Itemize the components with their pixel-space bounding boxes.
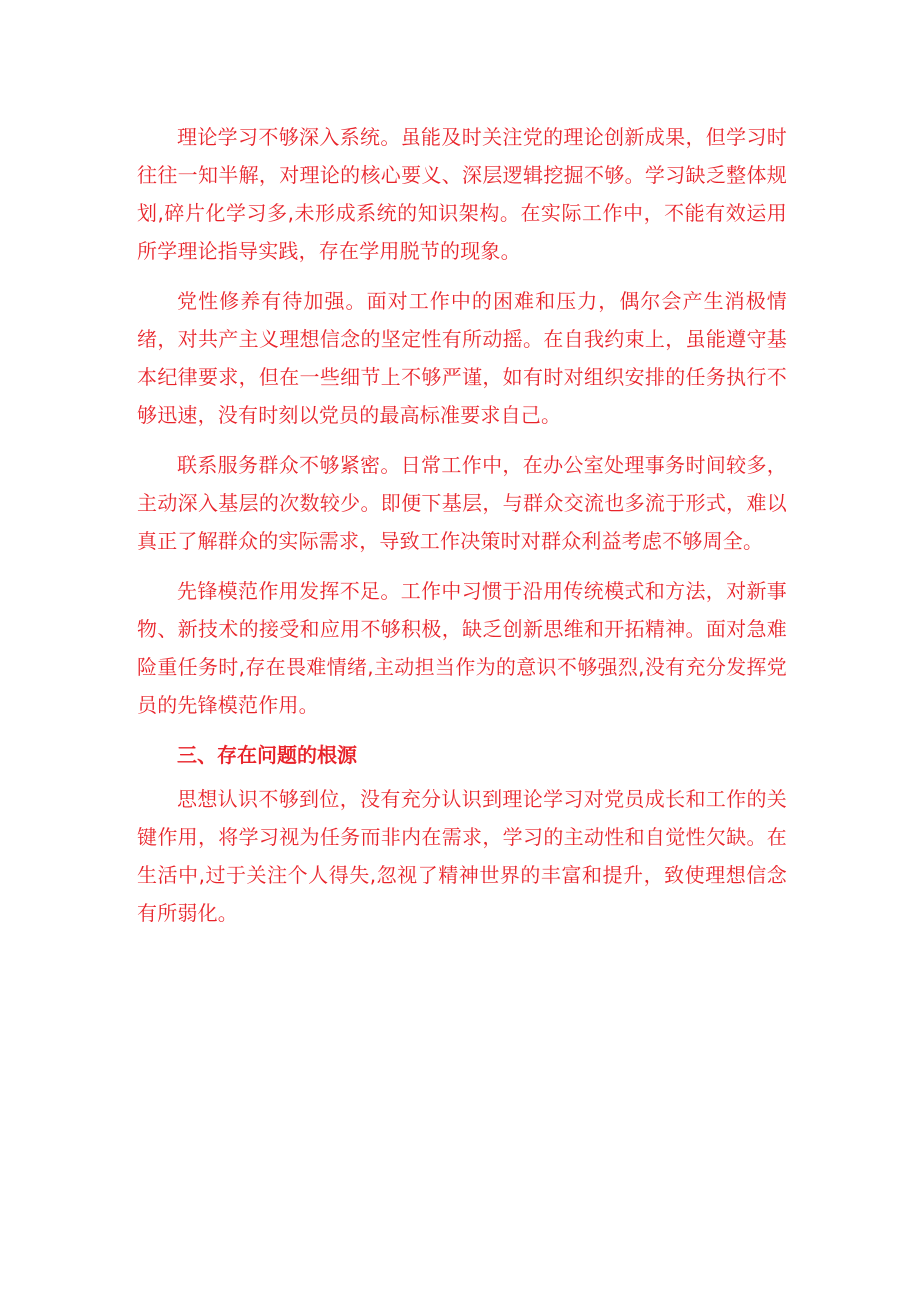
paragraph-theory-study: 理论学习不够深入系统。虽能及时关注党的理论创新成果，但学习时往往一知半解，对理论的核心要义、深层逻辑挖掘不够。学习缺乏整体规划,碎片化学习多,未形成系统的知识架构。在实际工作中，不能有效运用所学理论指导实践，存在学用脱节的现象。 xyxy=(137,125,787,263)
section-heading-root-causes: 三、存在问题的根源 xyxy=(177,743,357,767)
paragraph-ideological-understanding: 思想认识不够到位，没有充分认识到理论学习对党员成长和工作的关键作用，将学习视为任务而非内在需求，学习的主动性和自觉性欠缺。在生活中,过于关注个人得失,忽视了精神世界的丰富和提升，致使理想信念有所弱化。 xyxy=(137,787,787,925)
paragraph-serve-masses: 联系服务群众不够紧密。日常工作中，在办公室处理事务时间较多，主动深入基层的次数较少。即便下基层，与群众交流也多流于形式，难以真正了解群众的实际需求，导致工作决策时对群众利益考虑不够周全。 xyxy=(137,453,787,553)
document-body xyxy=(137,118,787,944)
paragraph-party-spirit: 党性修养有待加强。面对工作中的困难和压力，偶尔会产生消极情绪，对共产主义理想信念的坚定性有所动摇。在自我约束上，虽能遵守基本纪律要求，但在一些细节上不够严谨，如有时对组织安排的任务执行不够迅速，没有时刻以党员的最高标准要求自己。 xyxy=(137,289,787,427)
paragraph-vanguard-role: 先锋模范作用发挥不足。工作中习惯于沿用传统模式和方法，对新事物、新技术的接受和应用不够积极，缺乏创新思维和开拓精神。面对急难险重任务时,存在畏难情绪,主动担当作为的意识不够强烈,没有充分发挥党员的先锋模范作用。 xyxy=(137,579,787,717)
